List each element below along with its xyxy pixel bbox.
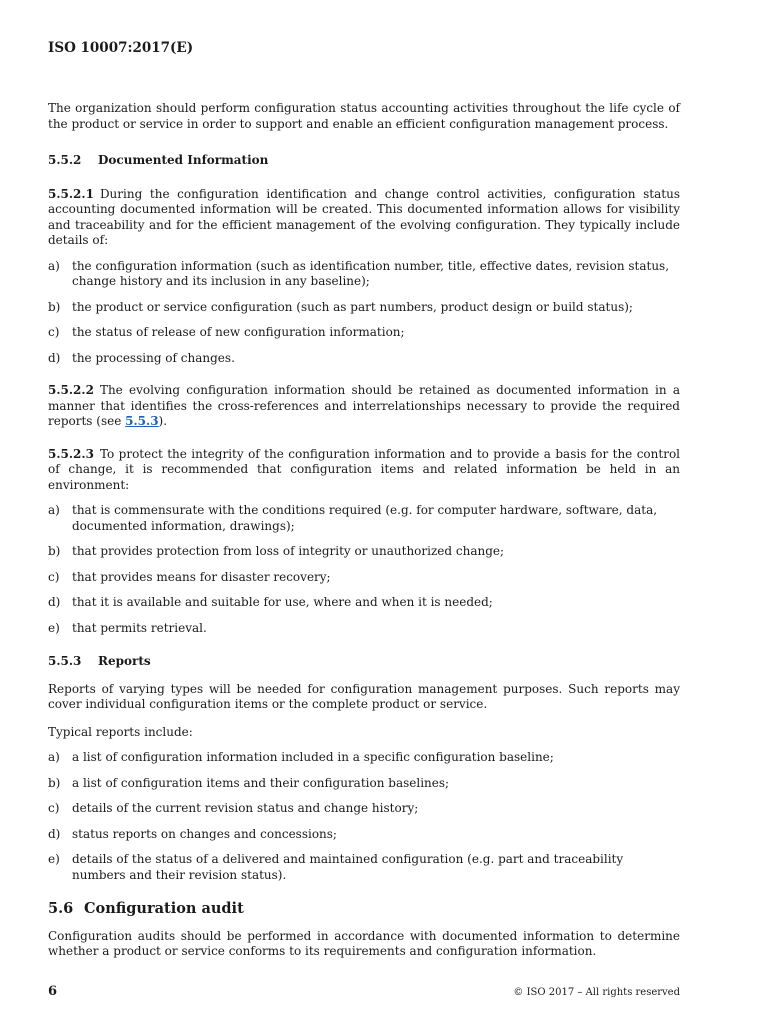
list-marker: c) <box>48 569 60 584</box>
list-item-text: details of the status of a delivered and maintained configuration (e.g. part and traceability numbers and their revision status). <box>72 852 624 882</box>
intro-paragraph: The organization should perform configuration status accounting activities throughout the life cycle of the product or service in order to support and enable an efficient configuration management process. <box>48 101 680 131</box>
list-item <box>48 544 680 560</box>
list-item <box>48 570 680 586</box>
clause-text-end: ). <box>158 414 168 428</box>
list-item-text: details of the current revision status and change history; <box>72 801 419 815</box>
clause-5-5-2-3-list <box>48 503 680 636</box>
list-item-text: the configuration information (such as identification number, title, effective dates, revision status, change history and its inclusion in any baseline); <box>72 258 670 288</box>
audit-paragraph: Configuration audits should be performed in accordance with documented information to determine whether a product or service conforms to its requirements and configuration information. <box>48 928 680 958</box>
clause-number: 5.5.2.1 <box>48 186 94 201</box>
list-item-text: that provides protection from loss of integrity or unauthorized change; <box>72 544 505 558</box>
list-item-text: status reports on changes and concessions; <box>72 826 337 841</box>
list-item <box>48 259 680 290</box>
list-marker: b) <box>48 299 61 314</box>
list-marker: a) <box>48 258 60 273</box>
section-number: 5.6 <box>48 900 74 917</box>
list-item <box>48 827 680 843</box>
copyright-notice: © ISO 2017 – All rights reserved <box>513 987 680 998</box>
list-item <box>48 776 680 792</box>
list-item-text: that provides means for disaster recovery; <box>72 569 331 584</box>
list-item-text: the status of release of new configuration information; <box>72 325 405 339</box>
list-item-text: the product or service configuration (such as part numbers, product design or build status); <box>72 299 633 314</box>
list-marker: c) <box>48 801 60 815</box>
list-item-text: the processing of changes. <box>72 350 235 365</box>
page-number: 6 <box>48 984 58 999</box>
clause-number: 5.5.2.3 <box>48 446 94 461</box>
reports-paragraph: Reports of varying types will be needed for configuration management purposes. Such reports may cover individual configuration items or the complete product or service. <box>48 681 680 711</box>
list-item <box>48 595 680 611</box>
list-marker: c) <box>48 325 60 339</box>
section-heading-5-5-3 <box>48 654 680 670</box>
section-number: 5.5.3 <box>48 654 82 668</box>
list-marker: b) <box>48 544 61 558</box>
clause-5-5-2-3 <box>48 447 680 494</box>
list-item <box>48 852 680 883</box>
section-number: 5.5.2 <box>48 153 82 167</box>
list-item <box>48 325 680 341</box>
list-marker: e) <box>48 620 60 635</box>
section-title: Reports <box>98 654 151 668</box>
list-item <box>48 801 680 817</box>
reports-intro: Typical reports include: <box>48 724 193 739</box>
clause-5-5-2-1 <box>48 187 680 249</box>
list-item-text: that it is available and suitable for use, where and when it is needed; <box>72 595 493 609</box>
list-item <box>48 351 680 367</box>
list-item-text: a list of configuration information included in a specific configuration baseline; <box>72 750 554 764</box>
clause-text: During the configuration identification and change control activities, configuration status accounting documented information will be created. This documented information allows for visibility and traceability and for the efficient management of the evolving configuration. They typically include details of: <box>48 186 680 247</box>
list-marker: e) <box>48 852 60 866</box>
reports-list <box>48 750 680 883</box>
clause-5-5-2-2 <box>48 383 680 430</box>
list-item <box>48 621 680 637</box>
cross-reference-link[interactable]: 5.5.3 <box>125 414 159 428</box>
clause-number: 5.5.2.2 <box>48 383 94 397</box>
section-title: Configuration audit <box>84 900 244 917</box>
list-item <box>48 750 680 766</box>
section-heading-5-6 <box>48 901 680 917</box>
list-item-text: that permits retrieval. <box>72 620 207 635</box>
list-item <box>48 503 680 534</box>
list-marker: a) <box>48 503 60 517</box>
section-title: Documented Information <box>98 153 269 167</box>
page-footer <box>48 984 680 999</box>
list-marker: d) <box>48 826 61 841</box>
list-item-text: a list of configuration items and their configuration baselines; <box>72 775 450 790</box>
list-marker: a) <box>48 750 60 764</box>
clause-text: The evolving configuration information should be retained as documented information in a manner that identifies the cross-references and interrelationships necessary to provide the required reports (see <box>48 383 680 428</box>
list-marker: d) <box>48 595 61 609</box>
list-marker: d) <box>48 350 61 365</box>
clause-text: To protect the integrity of the configuration information and to provide a basis for the control of change, it is recommended that configuration items and related information be held in an environment: <box>48 446 680 492</box>
list-item <box>48 300 680 316</box>
clause-5-5-2-1-list <box>48 259 680 367</box>
list-marker: b) <box>48 775 61 790</box>
document-header: ISO 10007:2017(E) <box>48 40 194 56</box>
page-content <box>48 101 680 960</box>
list-item-text: that is commensurate with the conditions required (e.g. for computer hardware, software, data, documented information, drawings); <box>72 503 658 533</box>
section-heading-5-5-2 <box>48 153 680 169</box>
